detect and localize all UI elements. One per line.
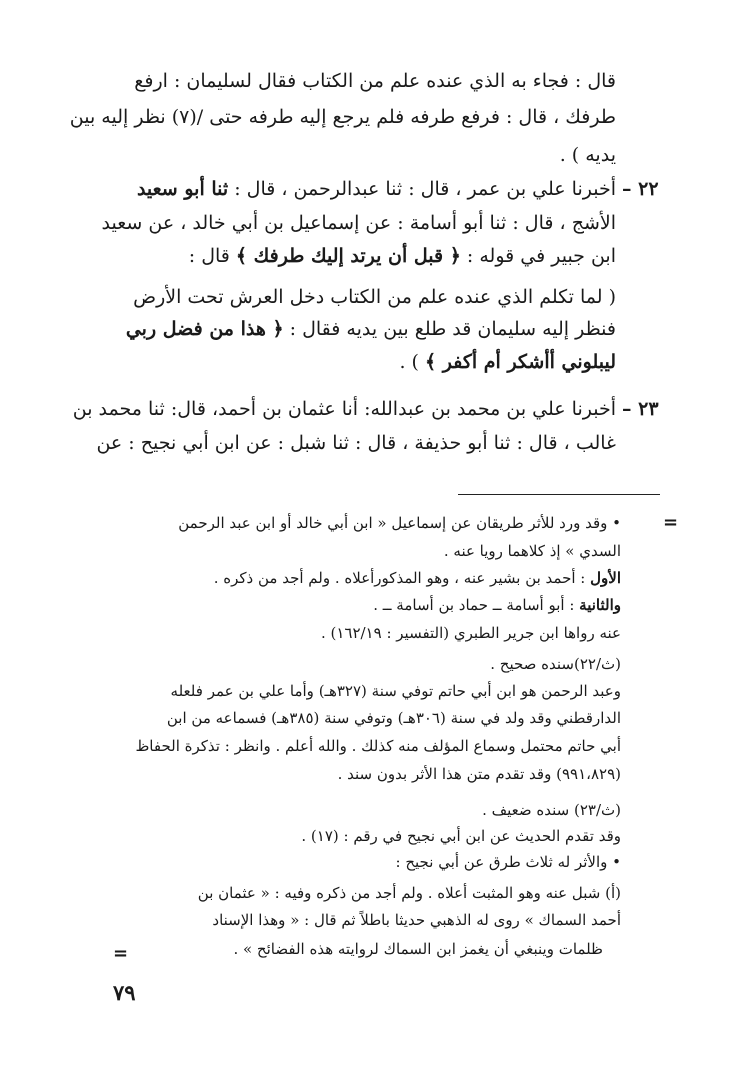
entry-22-line — [126, 318, 616, 340]
quran-verse: ﴿ هذا من فضل ربي — [125, 318, 284, 340]
footnote-line: أحمد السماك » روى له الذهبي حديثا باطلاً ثم قال : « وهذا الإسناد — [212, 911, 621, 929]
label-bold: الأول — [590, 569, 621, 587]
footnote-separator — [458, 494, 660, 495]
footnote-line: عنه رواها ابن جرير الطبري (التفسير : ١٦٢/١٩) . — [320, 624, 621, 642]
entry-number-23: ٢٣ – — [622, 398, 659, 420]
entry-22-line — [137, 178, 616, 200]
text: ) . — [399, 351, 425, 373]
margin-mark: = — [113, 943, 129, 964]
footnote-line — [373, 596, 621, 614]
text: ابن جبير في قوله : — [460, 245, 616, 267]
footnote-line: وعبد الرحمن هو ابن أبي حاتم توفي سنة (٣٢٧هـ) وأما علي بن عمر فلعله — [170, 682, 621, 700]
entry-22-line — [399, 351, 616, 373]
page-number: ٧٩ — [113, 980, 136, 1005]
footnote-line: أبي حاتم محتمل وسماع المؤلف منه كذلك . والله أعلم . وانظر : تذكرة الحفاظ — [135, 737, 621, 755]
entry-22-line: الأشج ، قال : ثنا أبو أسامة : عن إسماعيل بن أبي خالد ، عن سعيد — [101, 212, 616, 234]
entry-number-22: ٢٢ – — [622, 178, 659, 200]
quran-verse: ﴿ قبل أن يرتد إليك طرفك ﴾ — [235, 245, 461, 267]
footnote-line: (أ) شبل عنه وهو المثبت أعلاه . ولم أجد من ذكره وفيه : « عثمان بن — [197, 884, 621, 902]
footnote-line — [214, 569, 621, 587]
quran-verse: ليبلوني أأشكر أم أكفر ﴾ — [425, 351, 616, 373]
entry-23-line: غالب ، قال : ثنا أبو حذيفة ، قال : ثنا شبل : عن ابن أبي نجيح : عن — [96, 432, 616, 454]
main-line: طرفك ، قال : فرفع طرفه فلم يرجع إليه طرفه حتى /(٧) نظر إليه بين — [69, 106, 616, 128]
entry-22-line: ( لما تكلم الذي عنده علم من الكتاب دخل العرش تحت الأرض — [133, 286, 616, 308]
main-line: قال : فجاء به الذي عنده علم من الكتاب فقال لسليمان : ارفع — [134, 70, 616, 92]
entry-22-line — [189, 245, 616, 267]
footnote-line: (٩٩١،٨٢٩) وقد تقدم متن هذا الأثر بدون سند . — [337, 765, 621, 783]
label-bold: والثانية — [579, 596, 621, 614]
text: أخبرنا علي بن عمر ، قال : ثنا عبدالرحمن ، قال : — [228, 178, 616, 200]
text: فنظر إليه سليمان قد طلع بين يديه فقال : — [283, 318, 616, 340]
footnote-line: (ث/٢٣) سنده ضعيف . — [482, 801, 621, 819]
text: : أبو أسامة ــ حماد بن أسامة ــ . — [373, 596, 580, 614]
footnote-line: الدارقطني وقد ولد في سنة (٣٠٦هـ) وتوفي سنة (٣٨٥هـ) فسماعه من ابن — [166, 709, 621, 727]
footnote-line: • والأثر له ثلاث طرق عن أبي نجيح : — [395, 853, 621, 871]
entry-23-line: أخبرنا علي بن محمد بن عبدالله: أنا عثمان بن أحمد، قال: ثنا محمد بن — [72, 398, 616, 420]
text: قال : — [188, 245, 236, 267]
footnote-line: وقد تقدم الحديث عن ابن أبي نجيح في رقم : (١٧) . — [301, 827, 621, 845]
margin-mark: = — [663, 512, 679, 533]
text: : أحمد بن بشير عنه ، وهو المذكورأعلاه . ولم أجد من ذكره . — [213, 569, 591, 587]
footnote-line: (ث/٢٢)سنده صحيح . — [490, 655, 621, 673]
footnote-line: ظلمات وينبغي أن يغمز ابن السماك لروايته هذه الفضائح » . — [233, 940, 603, 958]
footnote-line: • وقد ورد للأثر طريقان عن إسماعيل « ابن أبي خالد أو ابن عبد الرحمن — [178, 514, 621, 532]
footnote-line: السدي » إذ كلاهما رويا عنه . — [443, 542, 621, 560]
text-bold: ثنا أبو سعيد — [136, 178, 229, 200]
main-line: يديه ) . — [559, 144, 616, 166]
